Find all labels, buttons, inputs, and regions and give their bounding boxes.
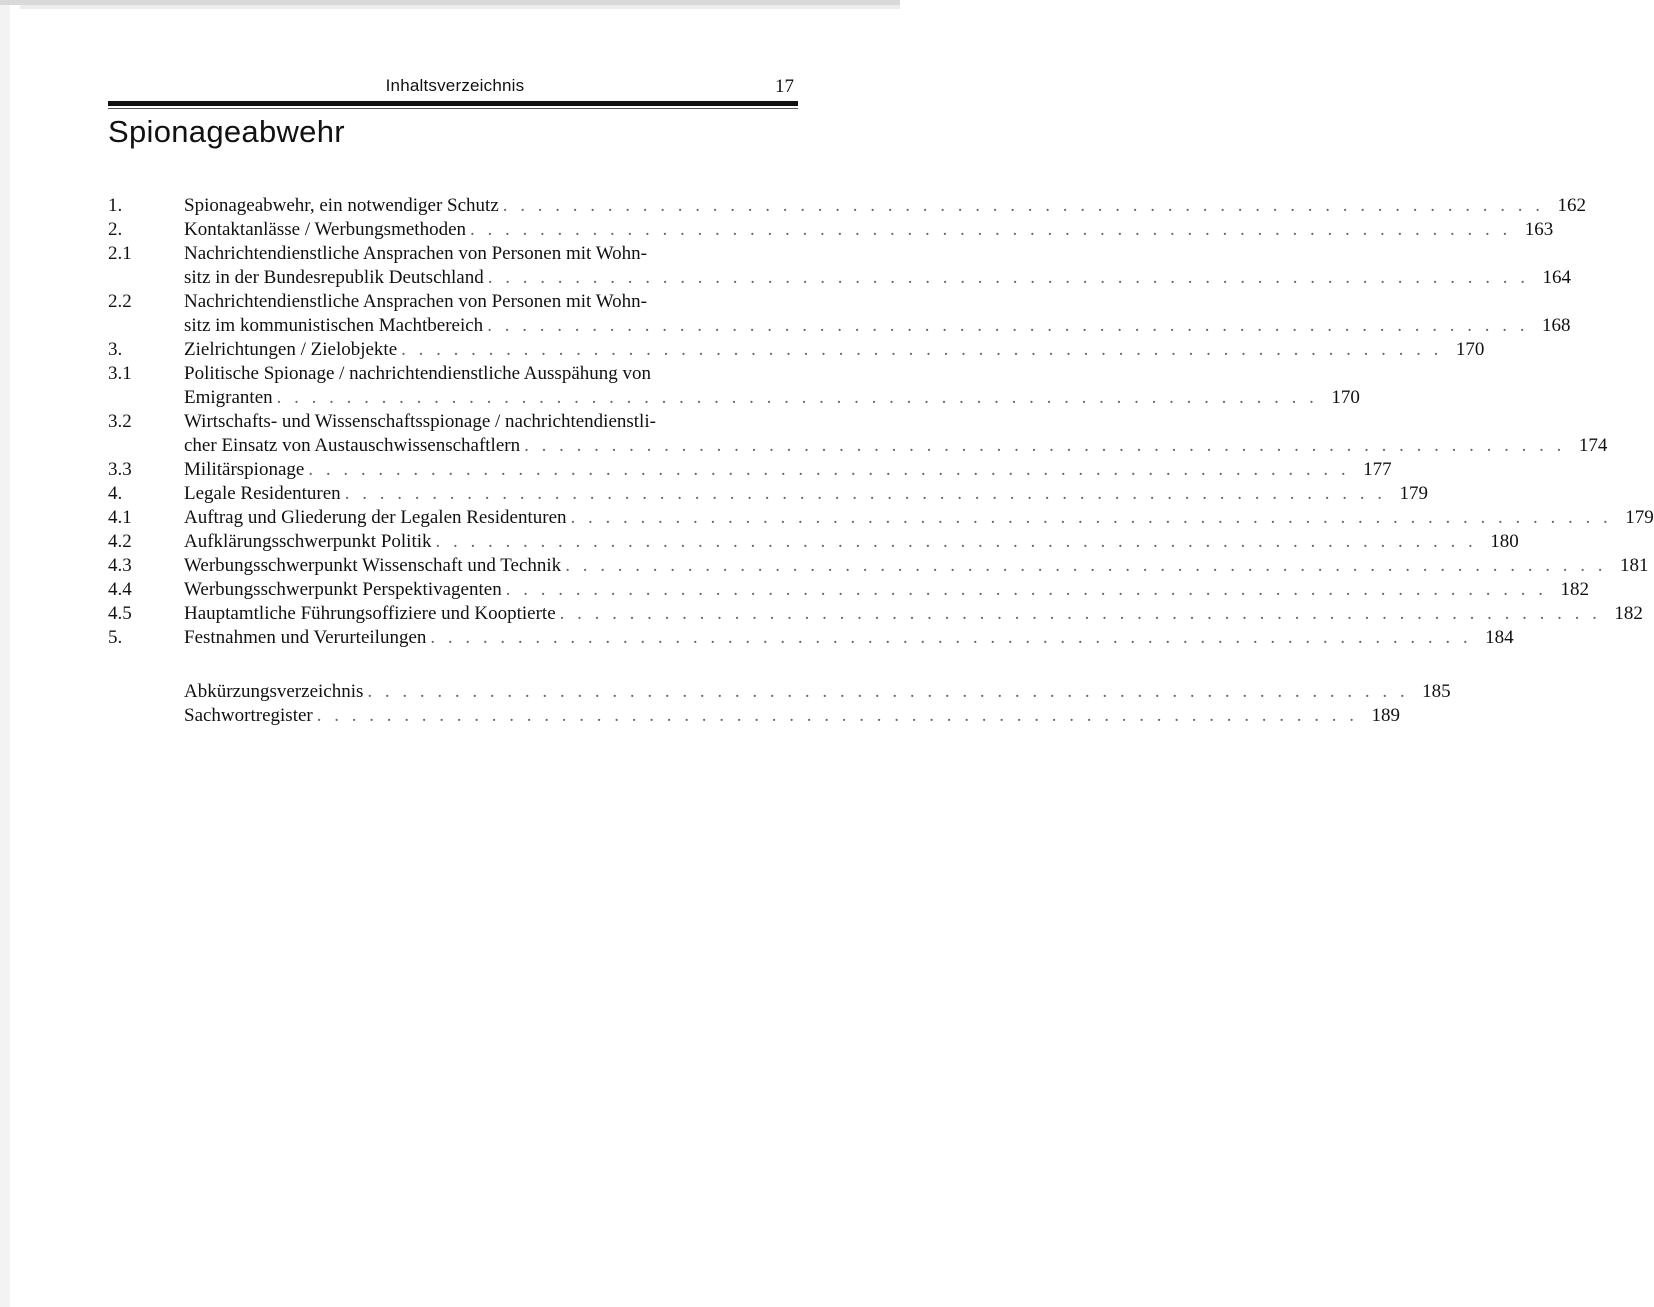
toc-entry-number: 4.3 (108, 555, 132, 576)
dot-leader: . . . . . . . . . . . . . . . . . . . . . . . . . . . . . . . . . . . . . . . . . . . . . . . . . . . . . . . . . . . . (367, 681, 1409, 702)
toc-entry-body (184, 530, 1519, 554)
dot-leader: . . . . . . . . . . . . . . . . . . . . . . . . . . . . . . . . . . . . . . . . . . . . . . . . . . . . . . . . . . . . (430, 627, 1472, 648)
toc-entry-page-number: 182 (1560, 579, 1589, 600)
toc-entry (108, 506, 1654, 530)
header-rule-thick (108, 101, 798, 106)
toc-entry-page-number: 182 (1614, 603, 1643, 624)
dot-leader: . . . . . . . . . . . . . . . . . . . . . . . . . . . . . . . . . . . . . . . . . . . . . . . . . . . . . . . . . . . . (308, 459, 1350, 480)
toc-entry-title: Legale Residenturen (184, 483, 341, 504)
toc-entry-number: 4.2 (108, 531, 132, 552)
toc-entry-number: 3. (108, 339, 123, 360)
toc-entry-body (184, 554, 1648, 578)
toc-entry-title: Abkürzungsverzeichnis (184, 681, 364, 702)
toc-entry-body (184, 458, 1392, 482)
running-head-title: Inhaltsverzeichnis (385, 76, 525, 95)
toc-entry-body (184, 410, 1607, 458)
toc-entry-number: 4. (108, 483, 123, 504)
toc-entry-line: Nachrichtendienstliche Ansprachen von Personen mit Wohn- (184, 243, 647, 264)
dot-leader: . . . . . . . . . . . . . . . . . . . . . . . . . . . . . . . . . . . . . . . . . . . . . . . . . . . . . . . . . . . . (316, 705, 1358, 726)
toc-entry-number: 3.3 (108, 459, 132, 480)
toc-entry-lastline (184, 386, 1360, 410)
toc-entry (108, 578, 1589, 602)
section-title: Spionageabwehr (108, 114, 345, 149)
toc-entry-title: Festnahmen und Verurteilungen (184, 627, 427, 648)
toc-entry (108, 626, 1514, 650)
dot-leader: . . . . . . . . . . . . . . . . . . . . . . . . . . . . . . . . . . . . . . . . . . . . . . . . . . . . . . . . . . . . (559, 603, 1601, 624)
toc-entry-page-number: 185 (1422, 681, 1451, 702)
toc-entry-lastline (184, 704, 1400, 728)
toc-entry-line: Politische Spionage / nachrichtendienstliche Ausspähung von (184, 363, 652, 384)
toc-spacer (108, 650, 798, 680)
dot-leader: . . . . . . . . . . . . . . . . . . . . . . . . . . . . . . . . . . . . . . . . . . . . . . . . . . . . . . . . . . . . (570, 507, 1612, 528)
toc-entry-lastline (184, 482, 1428, 506)
toc-entry-lastline (184, 314, 1570, 338)
dot-leader: . . . . . . . . . . . . . . . . . . . . . . . . . . . . . . . . . . . . . . . . . . . . . . . . . . . . . . . . . . . . (435, 531, 1477, 552)
toc-entry (108, 530, 1519, 554)
scan-edge-left (0, 5, 10, 1307)
toc-entry-body (184, 704, 1400, 728)
toc-entry (108, 704, 1400, 728)
toc-entry-page-number: 163 (1524, 219, 1554, 240)
dot-leader: . . . . . . . . . . . . . . . . . . . . . . . . . . . . . . . . . . . . . . . . . . . . . . . . . . . . . . . . . . . . (276, 387, 1318, 408)
dot-leader: . . . . . . . . . . . . . . . . . . . . . . . . . . . . . . . . . . . . . . . . . . . . . . . . . . . . . . . . . . . . (344, 483, 1386, 504)
running-head-page-number: 17 (775, 76, 794, 97)
dot-leader: . . . . . . . . . . . . . . . . . . . . . . . . . . . . . . . . . . . . . . . . . . . . . . . . . . . . . . . . . . . . (502, 195, 1545, 216)
toc-entry (108, 602, 1643, 626)
toc-entry-title: Kontaktanlässe / Werbungsmethoden (184, 219, 467, 240)
toc-entry-number: 4.4 (108, 579, 132, 600)
toc-entry-lastline (184, 434, 1607, 458)
toc-entry-title: Werbungsschwerpunkt Perspektivagenten (184, 579, 502, 600)
toc-entry-lastline (184, 194, 1586, 218)
toc-entry-lastline (184, 530, 1519, 554)
toc-entry-title: Sachwortregister (184, 705, 313, 726)
toc-entry-page-number: 170 (1331, 387, 1360, 408)
toc-entry-page-number: 189 (1371, 705, 1400, 726)
toc-entry-title: Emigranten (184, 387, 273, 408)
toc-entry-body (184, 602, 1643, 626)
dot-leader: . . . . . . . . . . . . . . . . . . . . . . . . . . . . . . . . . . . . . . . . . . . . . . . . . . . . . . . . . . . . (505, 579, 1547, 600)
toc-entry-page-number: 179 (1399, 483, 1428, 504)
toc-entry-page-number: 164 (1542, 267, 1571, 288)
toc-entry-number: 4.1 (108, 507, 132, 528)
toc-entry-title: Spionageabwehr, ein notwendiger Schutz (184, 195, 499, 216)
table-of-contents (108, 194, 1654, 728)
toc-entry-body (184, 218, 1553, 242)
toc-entry-page-number: 170 (1455, 339, 1485, 360)
toc-entry-title: Aufklärungsschwerpunkt Politik (184, 531, 432, 552)
toc-entry-number: 3.2 (108, 411, 132, 432)
toc-entry-number: 2.2 (108, 291, 132, 312)
scan-edge-top-inner (20, 5, 900, 9)
toc-entry-page-number: 168 (1541, 315, 1571, 336)
toc-entry-body (184, 362, 1360, 410)
toc-entry-lastline (184, 554, 1648, 578)
toc-entry-line: Wirtschafts- und Wissenschaftsspionage / nachrichtendienstli- (184, 411, 656, 432)
toc-entry-title: Militärspionage (184, 459, 305, 480)
toc-entry-page-number: 177 (1363, 459, 1392, 480)
header-rule-thin (108, 108, 798, 109)
toc-entry-body (184, 290, 1570, 338)
toc-entry-number: 2. (108, 219, 123, 240)
toc-entry-number: 5. (108, 627, 123, 648)
toc-entry (108, 410, 1608, 458)
dot-leader: . . . . . . . . . . . . . . . . . . . . . . . . . . . . . . . . . . . . . . . . . . . . . . . . . . . . . . . . . . . . (524, 435, 1566, 456)
toc-entry-body (184, 506, 1654, 530)
toc-entry (108, 242, 1571, 290)
toc-entry-number: 3.1 (108, 363, 132, 384)
toc-entry-lastline (184, 338, 1484, 362)
toc-entry (108, 362, 1360, 410)
toc-entry-number: 4.5 (108, 603, 132, 624)
toc-entry (108, 482, 1428, 506)
toc-entry-title: Hauptamtliche Führungsoffiziere und Kooptierte (184, 603, 556, 624)
toc-entry-lastline (184, 680, 1451, 704)
toc-entry-lastline (184, 506, 1654, 530)
toc-entry-line: Nachrichtendienstliche Ansprachen von Personen mit Wohn- (184, 291, 647, 312)
toc-entry-number: 1. (108, 195, 123, 216)
toc-entry-page-number: 184 (1485, 627, 1514, 648)
toc-entry-title: sitz im kommunistischen Machtbereich (184, 315, 484, 336)
toc-entry-title: Zielrichtungen / Zielobjekte (184, 339, 398, 360)
running-head (108, 76, 798, 100)
toc-entry-title: Werbungsschwerpunkt Wissenschaft und Technik (184, 555, 562, 576)
toc-entry (108, 194, 1587, 218)
toc-entry-lastline (184, 626, 1514, 650)
toc-entry (108, 458, 1392, 482)
toc-entry-lastline (184, 266, 1571, 290)
toc-entry-page-number: 181 (1619, 555, 1649, 576)
toc-entry (108, 680, 1451, 704)
toc-entry-body (184, 482, 1428, 506)
dot-leader: . . . . . . . . . . . . . . . . . . . . . . . . . . . . . . . . . . . . . . . . . . . . . . . . . . . . . . . . . . . . (470, 219, 1512, 240)
toc-entry-title: cher Einsatz von Austauschwissenschaftlern (184, 435, 521, 456)
toc-entry-page-number: 162 (1557, 195, 1587, 216)
dot-leader: . . . . . . . . . . . . . . . . . . . . . . . . . . . . . . . . . . . . . . . . . . . . . . . . . . . . . . . . . . . . (565, 555, 1607, 576)
toc-entry (108, 290, 1571, 338)
toc-entry-title: sitz in der Bundesrepublik Deutschland (184, 267, 484, 288)
dot-leader: . . . . . . . . . . . . . . . . . . . . . . . . . . . . . . . . . . . . . . . . . . . . . . . . . . . . . . . . . . . . (487, 267, 1529, 288)
toc-entry-lastline (184, 578, 1589, 602)
toc-entry-page-number: 179 (1625, 507, 1654, 528)
dot-leader: . . . . . . . . . . . . . . . . . . . . . . . . . . . . . . . . . . . . . . . . . . . . . . . . . . . . . . . . . . . . (401, 339, 1443, 360)
dot-leader: . . . . . . . . . . . . . . . . . . . . . . . . . . . . . . . . . . . . . . . . . . . . . . . . . . . . . . . . . . . . (487, 315, 1529, 336)
toc-entry-lastline (184, 458, 1392, 482)
toc-entry-page-number: 180 (1490, 531, 1519, 552)
toc-entry-body (184, 338, 1484, 362)
toc-entry-body (184, 626, 1514, 650)
toc-entry-body (184, 680, 1451, 704)
toc-entry-body (184, 578, 1589, 602)
toc-entry-lastline (184, 218, 1553, 242)
toc-entry-page-number: 174 (1578, 435, 1608, 456)
toc-entry-title: Auftrag und Gliederung der Legalen Residenturen (184, 507, 567, 528)
toc-entry-lastline (184, 602, 1643, 626)
toc-entry (108, 218, 1554, 242)
toc-entry (108, 338, 1485, 362)
toc-entry-number: 2.1 (108, 243, 132, 264)
toc-entry-body (184, 194, 1586, 218)
toc-entry (108, 554, 1649, 578)
toc-entry-body (184, 242, 1571, 290)
